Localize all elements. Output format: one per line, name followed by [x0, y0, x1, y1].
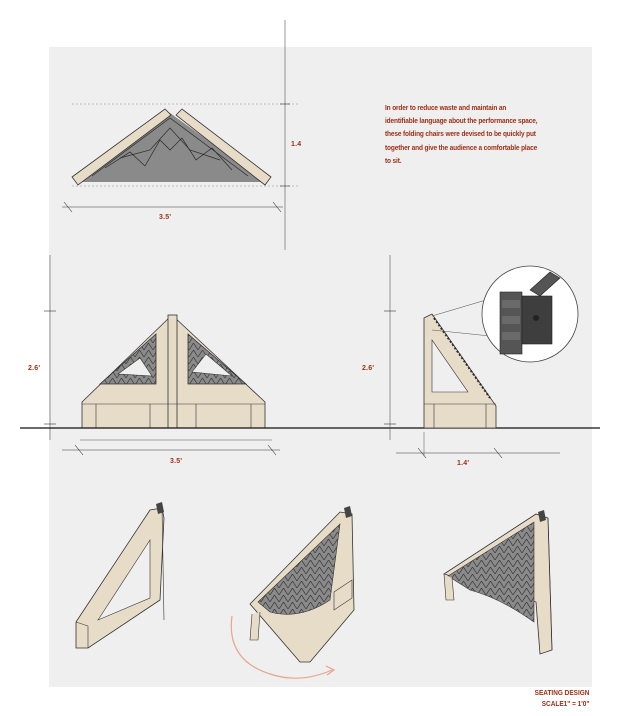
front-width-label: 3.5': [170, 458, 183, 465]
caption-scale: SCALE1" = 1'0": [541, 699, 589, 708]
top-view-width-label: 3.5': [159, 214, 172, 221]
side-height-label: 2.6': [362, 365, 375, 372]
open-chair-axon: [444, 510, 552, 654]
top-view-height-label: 1.4: [291, 141, 302, 148]
front-height-label: 2.6': [28, 365, 41, 372]
drawing-caption: [534, 687, 589, 709]
top-view: [62, 20, 300, 250]
folded-chair-axon: [76, 502, 164, 648]
side-width-label: 1.4': [457, 460, 470, 467]
front-elevation: [44, 255, 280, 455]
caption-title: SEATING DESIGN: [534, 688, 589, 697]
unfolding-chair-axon: [231, 506, 354, 678]
design-description: In order to reduce waste and maintain an identifiable language about the performance space, these folding chairs were devised to be quickly put together and give the audience a comfortable place to sit.: [385, 103, 538, 165]
